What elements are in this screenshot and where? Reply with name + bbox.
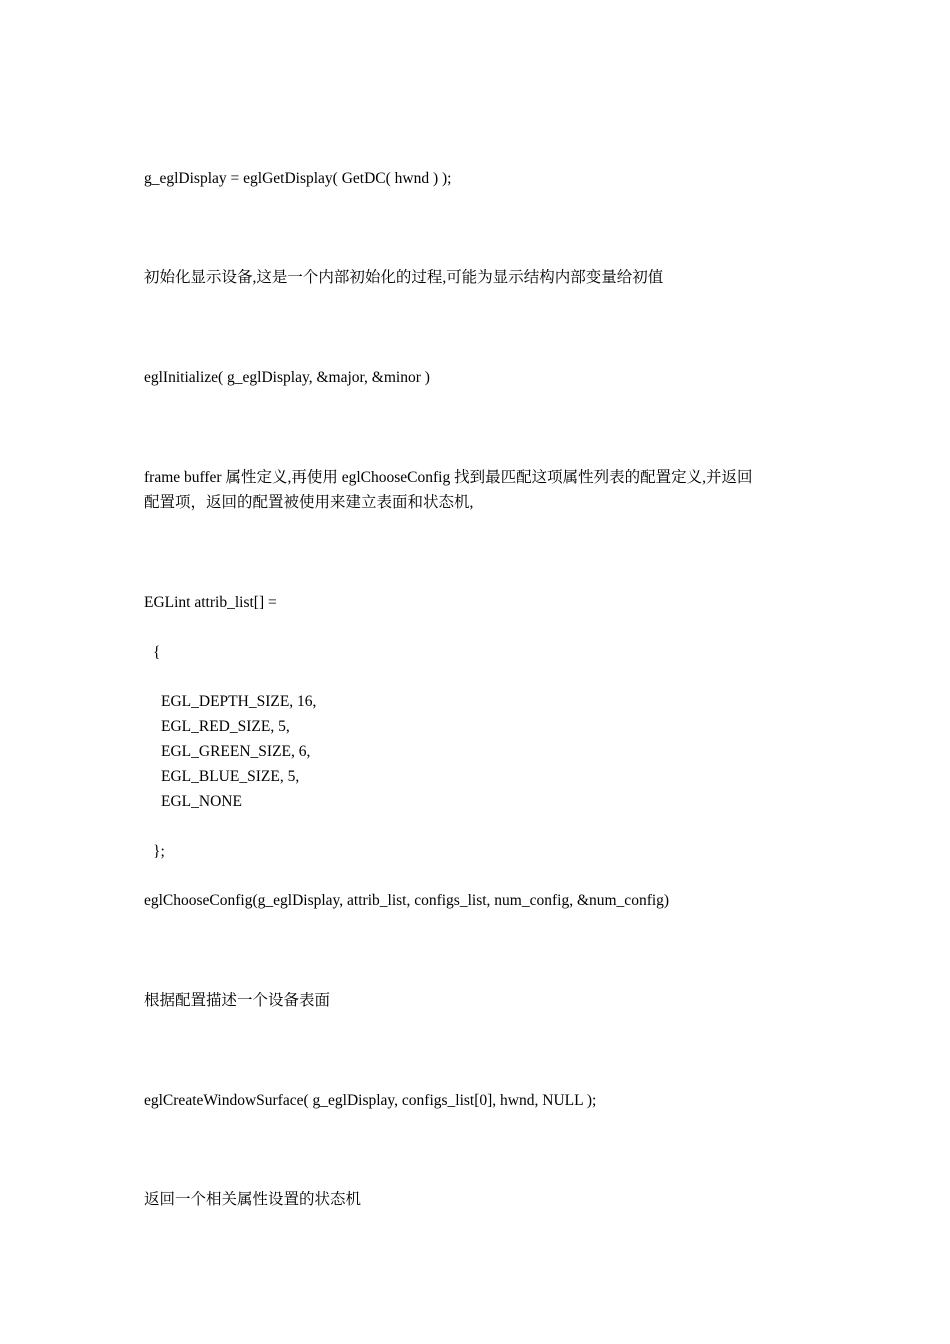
code-line-create-window-surface: eglCreateWindowSurface( g_eglDisplay, configs_list[0], hwnd, NULL ); <box>144 1092 597 1109</box>
code-line-open-brace: { <box>153 644 161 661</box>
code-line-attrib-list-decl: EGLint attrib_list[] = <box>144 594 277 611</box>
text-line-config-description-1: frame buffer 属性定义,再使用 eglChooseConfig 找到最匹配这项属性列表的配置定义,并返回 <box>144 469 753 486</box>
text-line-state-machine-description: 返回一个相关属性设置的状态机 <box>144 1191 362 1208</box>
text-paragraph-config-description <box>144 465 816 515</box>
code-line-egl-none: EGL_NONE <box>161 793 242 810</box>
code-line-blue-size: EGL_BLUE_SIZE, 5, <box>161 768 300 785</box>
code-line-egl-initialize: eglInitialize( g_eglDisplay, &major, &minor ) <box>144 369 430 386</box>
text-line-surface-description: 根据配置描述一个设备表面 <box>144 992 331 1009</box>
code-line-red-size: EGL_RED_SIZE, 5, <box>161 718 290 735</box>
code-line-green-size: EGL_GREEN_SIZE, 6, <box>161 743 311 760</box>
code-line-depth-size: EGL_DEPTH_SIZE, 16, <box>161 693 317 710</box>
code-line-choose-config: eglChooseConfig(g_eglDisplay, attrib_list, configs_list, num_config, &num_config) <box>144 892 670 909</box>
text-line-config-description-2: 配置项，返回的配置被使用来建立表面和状态机, <box>144 494 474 511</box>
code-line-close-brace: }; <box>153 843 165 860</box>
text-line-init-description: 初始化显示设备,这是一个内部初始化的过程,可能为显示结构内部变量给初值 <box>144 269 664 286</box>
code-line-get-display: g_eglDisplay = eglGetDisplay( GetDC( hwnd ) ); <box>144 170 452 187</box>
